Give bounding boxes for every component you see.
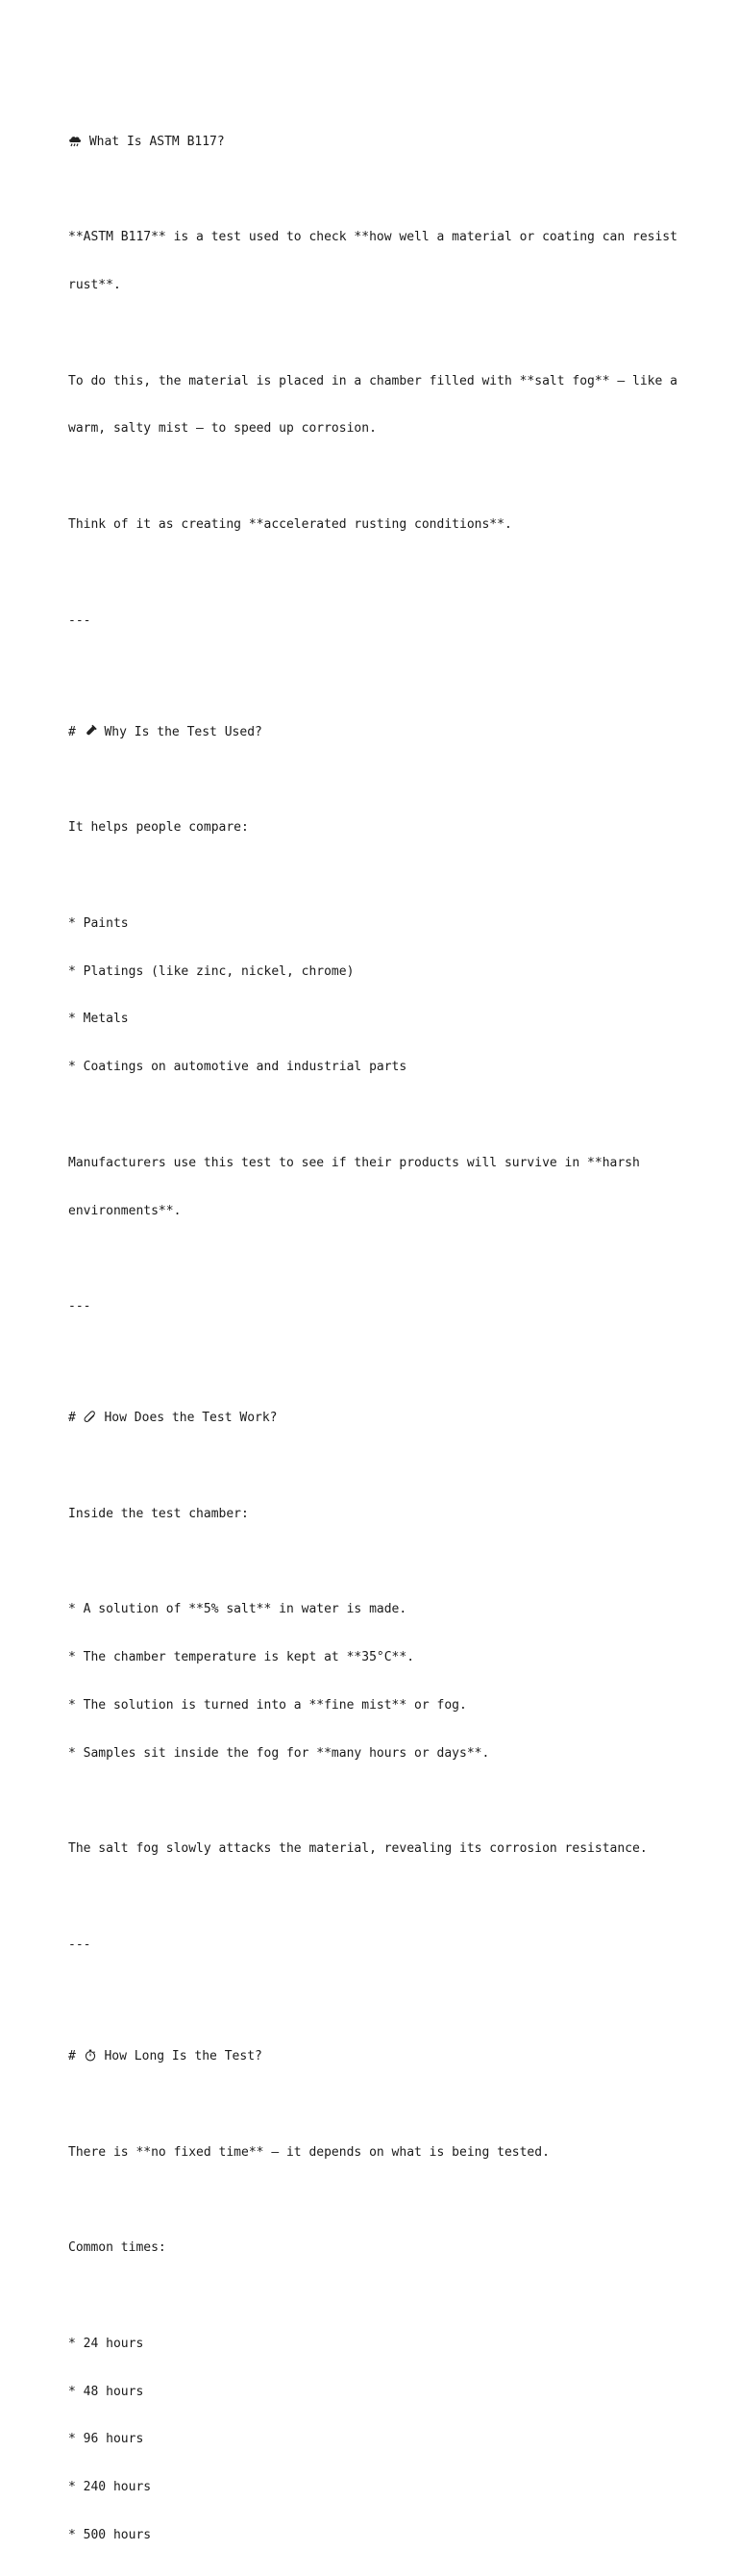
list-item: * A solution of **5% salt** in water is made. [68, 1602, 407, 1617]
section-why-outro-line2: environments**. [68, 1203, 182, 1218]
spacer [68, 469, 702, 486]
list-item: * 240 hours [68, 2480, 152, 2495]
divider: --- [68, 613, 91, 628]
section-long-common: Common times: [68, 2240, 166, 2256]
heading-prefix: # [68, 1411, 84, 1426]
section-why-lead: It helps people compare: [68, 820, 249, 836]
spacer [68, 1889, 702, 1906]
list-item: * Paints [68, 915, 129, 931]
paperclip-icon [84, 1411, 97, 1423]
spacer [68, 183, 702, 199]
list-item: * Platings (like zinc, nickel, chrome) [68, 963, 355, 979]
divider: --- [68, 1937, 91, 1952]
section-why-outro-line1: Manufacturers use this test to see if their products will survive in **harsh [68, 1155, 640, 1170]
document-body [68, 87, 702, 2576]
intro-para2-line1: To do this, the material is placed in a chamber filled with **salt fog** — like a [68, 373, 677, 388]
spacer [68, 1459, 702, 1475]
list-item: * 24 hours [68, 2336, 144, 2351]
spacer [68, 2192, 702, 2209]
spacer [68, 1251, 702, 1267]
spacer [68, 2288, 702, 2305]
list-item: * The chamber temperature is kept at **35°C**. [68, 1650, 415, 1665]
section-how-heading-text: How Does the Test Work? [96, 1411, 278, 1426]
heading-prefix: # [68, 724, 84, 739]
spacer [68, 868, 702, 885]
divider: --- [68, 1299, 91, 1314]
spacer [68, 326, 702, 342]
spacer [68, 1986, 702, 2002]
spacer [68, 1108, 702, 1124]
list-item: * Samples sit inside the fog for **many hours or days**. [68, 1745, 490, 1761]
section-why-heading-text: Why Is the Test Used? [96, 724, 262, 739]
intro-heading [68, 135, 702, 151]
intro-para1-line1: **ASTM B117** is a test used to check **how well a material or coating can resist [68, 230, 677, 245]
list-item: * The solution is turned into a **fine mist** or fog. [68, 1697, 467, 1713]
heading-prefix: # [68, 2049, 84, 2064]
list-item: * Coatings on automotive and industrial parts [68, 1060, 407, 1075]
spacer [68, 565, 702, 582]
spacer [68, 1794, 702, 1811]
section-how-heading [68, 1411, 702, 1427]
section-how-lead: Inside the test chamber: [68, 1506, 249, 1521]
intro-para2-line2: warm, salty mist — to speed up corrosion. [68, 421, 377, 437]
stopwatch-icon [84, 2049, 97, 2062]
spacer [68, 773, 702, 789]
section-why-heading [68, 725, 702, 741]
intro-para3: Think of it as creating **accelerated rusting conditions**. [68, 517, 512, 533]
test-tube-icon [84, 725, 97, 738]
intro-heading-text: What Is ASTM B117? [82, 134, 225, 149]
section-long-heading [68, 2049, 702, 2065]
section-long-heading-text: How Long Is the Test? [96, 2049, 262, 2064]
section-how-outro: The salt fog slowly attacks the material, revealing its corrosion resistance. [68, 1841, 648, 1857]
intro-para1-line2: rust**. [68, 278, 121, 293]
list-item: * Metals [68, 1012, 129, 1027]
list-item: * 48 hours [68, 2384, 144, 2399]
list-item: * 96 hours [68, 2432, 144, 2447]
spacer [68, 1555, 702, 1571]
spacer [68, 2097, 702, 2113]
spacer [68, 1347, 702, 1363]
cloud-rain-icon [68, 135, 82, 147]
spacer [68, 661, 702, 677]
section-long-lead: There is **no fixed time** — it depends on what is being tested. [68, 2144, 550, 2160]
list-item: * 500 hours [68, 2527, 152, 2542]
